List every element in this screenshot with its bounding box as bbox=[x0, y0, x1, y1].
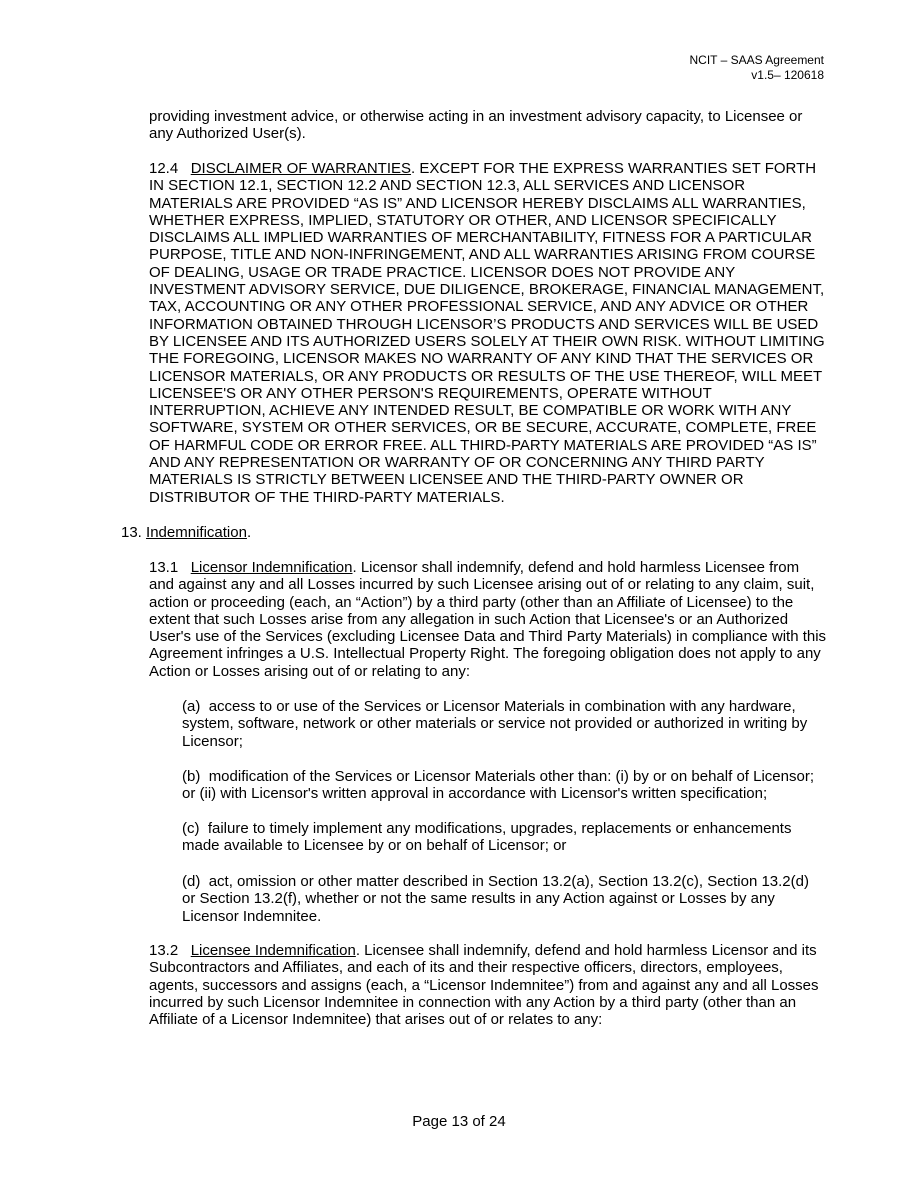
document-header bbox=[689, 53, 824, 83]
intro-paragraph: providing investment advice, or otherwise acting in an investment advisory capacity, to Licensee or any Authorized User(s). bbox=[149, 108, 803, 143]
section-heading: Licensor Indemnification bbox=[190, 559, 353, 576]
section-13-2 bbox=[149, 942, 827, 1028]
section-body: . Licensee shall indemnify, defend and hold harmless Licensor and its Subcontractors and Affiliates, and each of its and their respective officers, directors, employees, agents, successors and assigns (each, a “Licensor Indemnitee”) from and against any and all Losses incurred by such Licensor Indemnitee in connection with any Action by a third party (other than an Affiliate of a Licensor Indemnitee) that arises out of or relates to any: bbox=[149, 942, 819, 1029]
page-number: Page 13 of 24 bbox=[412, 1113, 506, 1130]
section-number: 12.4 bbox=[149, 160, 179, 177]
list-item-b: (b) modification of the Services or Licensor Materials other than: (i) by or on behalf of Licensor; or (ii) with Licensor's written approval in accordance with Licensor's written specification; bbox=[182, 768, 814, 803]
section-12-4 bbox=[149, 160, 827, 506]
section-body: . EXCEPT FOR THE EXPRESS WARRANTIES SET FORTH IN SECTION 12.1, SECTION 12.2 AND SECTION 12.3, ALL SERVICES AND LICENSOR MATERIALS ARE PROVIDED “AS IS” AND LICENSOR HEREBY DISCLAIMS ALL WARRANTIES, WHETHER EXPRESS, IMPLIED, STATUTORY OR OTHER, AND LICENSOR SPECIFICALLY DISCLAIMS ALL IMPLIED WARRANTIES OF MERCHANTABILITY, FITNESS FOR A PARTICULAR PURPOSE, TITLE AND NON-INFRINGEMENT, AND ALL WARRANTIES ARISING FROM COURSE OF DEALING, USAGE OR TRADE PRACTICE. LICENSOR DOES NOT PROVIDE ANY INVESTMENT ADVISORY SERVICE, DUE DILIGENCE, BROKERAGE, FINANCIAL MANAGEMENT, TAX, ACCOUNTING OR ANY OTHER PROFESSIONAL SERVICE, AND ANY ADVICE OR OTHER INFORMATION OBTAINED THROUGH LICENSOR’S PRODUCTS AND SERVICES WILL BE USED BY LICENSEE AND ITS AUTHORIZED USERS SOLELY AT THEIR OWN RISK. WITHOUT LIMITING THE FOREGOING, LICENSOR MAKES NO WARRANTY OF ANY KIND THAT THE SERVICES OR LICENSOR MATERIALS, OR ANY PRODUCTS OR RESULTS OF THE USE THEREOF, WILL MEET LICENSEE'S OR ANY OTHER PERSON'S REQUIREMENTS, OPERATE WITHOUT INTERRUPTION, ACHIEVE ANY INTENDED RESULT, BE COMPATIBLE OR WORK WITH ANY SOFTWARE, SYSTEM OR OTHER SERVICES, OR BE SECURE, ACCURATE, COMPLETE, FREE OF HARMFUL CODE OR ERROR FREE. ALL THIRD-PARTY MATERIALS ARE PROVIDED “AS IS” AND ANY REPRESENTATION OR WARRANTY OF OR CONCERNING ANY THIRD PARTY MATERIALS IS STRICTLY BETWEEN LICENSEE AND THE THIRD-PARTY OWNER OR DISTRIBUTOR OF THE THIRD-PARTY MATERIALS. bbox=[149, 160, 825, 506]
list-item-c: (c) failure to timely implement any modifications, upgrades, replacements or enhancements made available to Licensee by or on behalf of Licensor; or bbox=[182, 820, 792, 855]
section-number: 13. bbox=[121, 524, 142, 541]
header-version: v1.5– 120618 bbox=[751, 68, 824, 82]
section-number: 13.1 bbox=[149, 559, 179, 576]
section-heading: Licensee Indemnification bbox=[190, 942, 356, 959]
section-body: . Licensor shall indemnify, defend and hold harmless Licensee from and against any and all Losses incurred by such Licensee arising out of or relating to any claim, suit, action or proceeding (each, an “Action”) by a third party (other than an Affiliate of Licensee) to the extent that such Losses arise from any allegation in such Action that Licensee's or an Authorized User's use of the Services (excluding Licensee Data and Third Party Materials) in compliance with this Agreement infringes a U.S. Intellectual Property Right. The foregoing obligation does not apply to any Action or Losses arising out of or relating to any: bbox=[149, 559, 827, 680]
section-number: 13.2 bbox=[149, 942, 179, 959]
list-item-a: (a) access to or use of the Services or Licensor Materials in combination with any hardware, system, software, network or other materials or service not provided or authorized in writing by Licensor; bbox=[182, 698, 808, 750]
section-13-1 bbox=[149, 559, 827, 680]
header-title: NCIT – SAAS Agreement bbox=[689, 53, 824, 67]
section-heading: DISCLAIMER OF WARRANTIES bbox=[190, 160, 412, 177]
section-13: 13. Indemnification. bbox=[121, 524, 252, 541]
section-heading: Indemnification bbox=[146, 524, 247, 541]
list-item-d: (d) act, omission or other matter described in Section 13.2(a), Section 13.2(c), Section 13.2(d) or Section 13.2(f), whether or not the same results in any Action against or Losses by any Licensor Indemnitee. bbox=[182, 873, 809, 925]
